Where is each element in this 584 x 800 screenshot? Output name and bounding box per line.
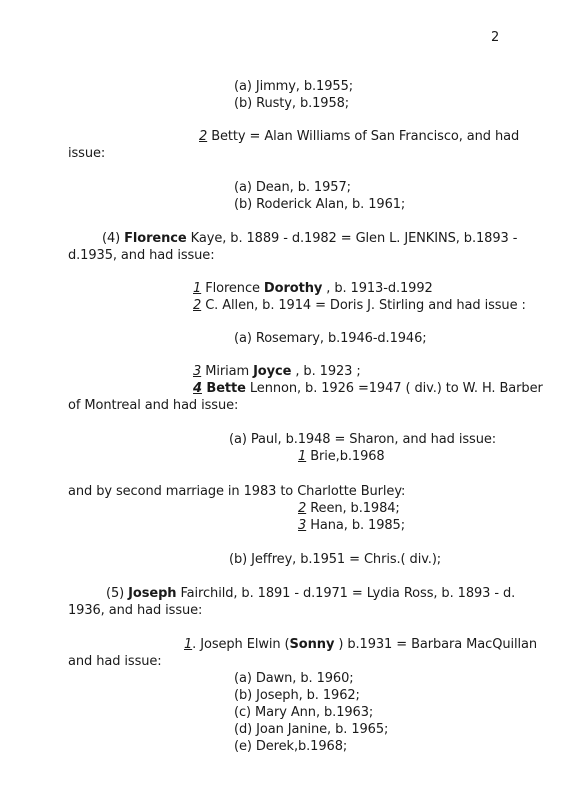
- given-name: Florence: [124, 231, 187, 246]
- entry-number: 3: [298, 518, 307, 533]
- child-line-roderick: (b) Roderick Alan, b. 1961;: [234, 197, 406, 212]
- grandchild-hana: [298, 518, 405, 534]
- entry-bette: [193, 381, 543, 397]
- continuation-line: of Montreal and had issue:: [68, 398, 239, 413]
- entry-number: (5): [106, 586, 129, 601]
- entry-florence: [102, 231, 517, 247]
- child-line-derek: (e) Derek,b.1968;: [234, 739, 348, 754]
- child-line-mary-ann: (c) Mary Ann, b.1963;: [234, 705, 374, 720]
- entry-text: , b. 1923 ;: [291, 364, 361, 379]
- entry-text: Betty = Alan Williams of San Francisco, and had: [207, 129, 520, 144]
- entry-number: 2: [199, 129, 208, 144]
- grandchild-brie: [298, 449, 385, 465]
- given-name: Joyce: [253, 364, 292, 379]
- child-line-dean: (a) Dean, b. 1957;: [234, 180, 351, 195]
- given-name: Dorothy: [263, 281, 323, 296]
- entry-number: (4): [102, 231, 125, 246]
- entry-text: Miriam: [201, 364, 254, 379]
- child-line-jimmy: (a) Jimmy, b.1955;: [234, 79, 354, 94]
- continuation-line: and had issue:: [68, 654, 162, 669]
- continuation-line: d.1935, and had issue:: [68, 248, 215, 263]
- continuation-line: and by second marriage in 1983 to Charlotte Burley:: [68, 484, 406, 499]
- entry-text: C. Allen, b. 1914 = Doris J. Stirling and had issue :: [201, 298, 526, 313]
- entry-allen: [193, 298, 526, 314]
- entry-number: 2: [193, 298, 202, 313]
- entry-text: Fairchild, b. 1891 - d.1971 = Lydia Ross, b. 1893 - d.: [176, 586, 516, 601]
- entry-number: 2: [298, 501, 307, 516]
- entry-sonny: [184, 637, 537, 653]
- child-line-jeffrey: (b) Jeffrey, b.1951 = Chris.( div.);: [229, 552, 442, 567]
- child-line-paul: (a) Paul, b.1948 = Sharon, and had issue:: [229, 432, 497, 447]
- entry-number: 4: [193, 381, 202, 396]
- grandchild-reen: [298, 501, 400, 517]
- continuation-line: 1936, and had issue:: [68, 603, 203, 618]
- entry-joyce: [193, 364, 361, 380]
- child-line-joan-janine: (d) Joan Janine, b. 1965;: [234, 722, 389, 737]
- child-line-rosemary: (a) Rosemary, b.1946-d.1946;: [234, 331, 427, 346]
- entry-betty: [199, 129, 519, 145]
- entry-number: 1: [298, 449, 307, 464]
- given-name: Sonny: [289, 637, 335, 652]
- entry-text: ) b.1931 = Barbara MacQuillan: [334, 637, 538, 652]
- entry-number: 3: [193, 364, 202, 379]
- entry-text: Kaye, b. 1889 - d.1982 = Glen L. JENKINS, b.1893 -: [186, 231, 518, 246]
- entry-number: 1: [184, 637, 193, 652]
- entry-text: Florence: [201, 281, 264, 296]
- given-name: Joseph: [128, 586, 177, 601]
- entry-text: Brie,b.1968: [306, 449, 385, 464]
- entry-number: 1: [193, 281, 202, 296]
- entry-dorothy: [193, 281, 433, 297]
- given-name: Bette: [201, 381, 246, 396]
- child-line-joseph: (b) Joseph, b. 1962;: [234, 688, 360, 703]
- entry-text: Lennon, b. 1926 =1947 ( div.) to W. H. Barber: [245, 381, 543, 396]
- entry-text: Reen, b.1984;: [306, 501, 400, 516]
- page-number: 2: [491, 30, 500, 45]
- entry-text: Hana, b. 1985;: [306, 518, 405, 533]
- continuation-line: issue:: [68, 146, 106, 161]
- child-line-rusty: (b) Rusty, b.1958;: [234, 96, 350, 111]
- entry-text: , b. 1913-d.1992: [322, 281, 433, 296]
- entry-joseph: [106, 586, 515, 602]
- entry-text: . Joseph Elwin (: [192, 637, 290, 652]
- child-line-dawn: (a) Dawn, b. 1960;: [234, 671, 354, 686]
